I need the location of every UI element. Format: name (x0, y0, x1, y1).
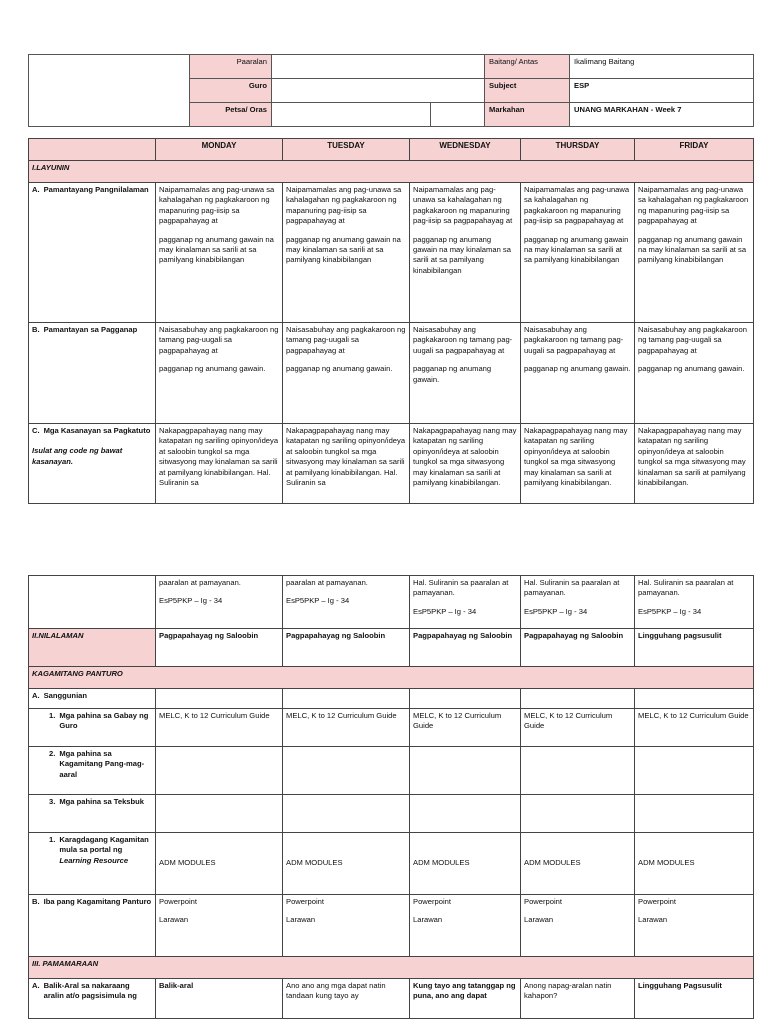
cell-text: Powerpoint (413, 897, 451, 906)
empty-cell (521, 795, 635, 833)
row-label-text: Sanggunian (43, 691, 88, 700)
cell-text: Naipamamalas ang pag-unawa sa kahalagahan ng pagkakaroon ng mapanuring pag-iisip sa pagpapahayag at (524, 185, 630, 226)
row-label-number: A. (32, 981, 40, 990)
cell-text: Hal. Suliranin sa paaralan at pamayanan. (413, 578, 509, 598)
row-label-text: Mga pahina sa Kagamitang Pang-mag-aaral (59, 749, 145, 779)
cell-text: EsP5PKP – Ig - 34 (286, 596, 350, 606)
section-kagamitang-panturo: KAGAMITANG PANTURO (29, 667, 754, 689)
cell-text: pagganap ng anumang gawain na may kinalaman sa sarili at sa pamilyang kinabibilangan (286, 234, 401, 265)
cell-kasanayan-wednesday: Nakapagpapahayag nang may katapatan ng sariling opinyon/ideya at saloobin tungkol sa mga sitwasyong may kinalaman sa sarili at pamilyang kinabibilangan. (410, 424, 521, 504)
cell-text: EsP5PKP – Ig - 34 (413, 606, 477, 616)
row-label-sanggunian (29, 689, 156, 709)
cell-pangnilalaman-tuesday (283, 183, 410, 323)
cell-kasanayan-monday: Nakapagpapahayag nang may katapatan ng sariling opinyon/ideya at saloobin tungkol sa mga sitwasyong may kinalaman sa sarili at pamilyang kinabibilangan. Hal. Suliranin sa (156, 424, 283, 504)
row-label-number: 2. (49, 749, 56, 758)
cell-text: Naipamamalas ang pag-unawa sa kahalagahan ng pagkakaroon ng mapanuring pag-iisip sa pagpapahayag at (159, 185, 275, 226)
cell-balik-thursday: Anong napag-aralan natin kahapon? (521, 979, 635, 1019)
cell-text: EsP5PKP – Ig - 34 (638, 606, 702, 616)
row-label-pamantayang-pangnilalaman (29, 183, 156, 323)
cell-text: Larawan (286, 915, 316, 925)
cell-iba-tuesday (283, 895, 410, 957)
row-label-number: B. (32, 897, 40, 906)
subject-label: Subject (485, 79, 570, 103)
corner-cell (29, 139, 156, 161)
empty-cell (410, 795, 521, 833)
empty-cell (156, 689, 283, 709)
empty-cell (156, 795, 283, 833)
quarter-value: UNANG MARKAHAN - Week 7 (570, 103, 754, 127)
cell-karagdagan-wednesday: ADM MODULES (410, 833, 521, 895)
cell-balik-friday: Lingguhang Pagsusulit (635, 979, 754, 1019)
cell-continued-thursday (521, 576, 635, 629)
empty-cell (283, 795, 410, 833)
cell-text: paaralan at pamayanan. (159, 578, 241, 587)
cell-pagganap-monday (156, 323, 283, 424)
row-label-karagdagang-kagamitan (29, 833, 156, 895)
row-label-text: Iba pang Kagamitang Panturo (43, 897, 152, 906)
cell-text: pagganap ng anumang gawain. (413, 364, 492, 384)
row-label-note: Isulat ang code ng bawat kasanayan. (32, 446, 123, 466)
row-label-number: A. (32, 691, 40, 700)
continued-label-cell (29, 576, 156, 629)
cell-iba-monday (156, 895, 283, 957)
teacher-value (272, 79, 485, 103)
cell-text: paaralan at pamayanan. (286, 578, 368, 587)
empty-cell (635, 747, 754, 795)
cell-text: Hal. Suliranin sa paaralan at pamayanan. (638, 578, 734, 598)
cell-text: Naisasabuhay ang pagkakaroon ng tamang pag-uugali sa pagpapahayag at (524, 325, 624, 355)
dll-table-page-1 (28, 138, 754, 504)
empty-cell (521, 747, 635, 795)
cell-text: Naisasabuhay ang pagkakaroon ng tamang pag-uugali sa pagpapahayag at (159, 325, 279, 355)
cell-nilalaman-tuesday: Pagpapahayag ng Saloobin (283, 629, 410, 667)
cell-karagdagan-friday: ADM MODULES (635, 833, 754, 895)
cell-continued-friday (635, 576, 754, 629)
empty-cell (156, 747, 283, 795)
cell-balik-tuesday: Ano ano ang mga dapat natin tandaan kung tayo ay (283, 979, 410, 1019)
cell-pagganap-wednesday (410, 323, 521, 424)
row-label-number: A. (32, 185, 40, 194)
row-label-number: 3. (49, 797, 56, 806)
cell-kasanayan-tuesday: Nakapagpapahayag nang may katapatan ng sariling opinyon/ideya at saloobin tungkol sa mga sitwasyong may kinalaman sa sarili at pamilyang kinabibilangan. Hal. Suliranin sa (283, 424, 410, 504)
cell-text: Naipamamalas ang pag-unawa sa kahalagahan ng pagkakaroon ng mapanuring pag-iisip sa pagpapahayag at (413, 185, 513, 226)
cell-nilalaman-friday: Lingguhang pagsusulit (635, 629, 754, 667)
cell-nilalaman-monday: Pagpapahayag ng Saloobin (156, 629, 283, 667)
cell-pagganap-thursday (521, 323, 635, 424)
empty-cell (410, 747, 521, 795)
row-label-text: Karagdagang Kagamitan mula sa portal ng (59, 835, 149, 855)
row-label-text: Mga pahina sa Gabay ng Guro (59, 711, 149, 731)
grade-label: Baitang/ Antas (485, 55, 570, 79)
date-value (272, 103, 431, 127)
subject-value: ESP (570, 79, 754, 103)
cell-pagganap-tuesday (283, 323, 410, 424)
cell-continued-wednesday (410, 576, 521, 629)
cell-text: pagganap ng anumang gawain. (524, 364, 631, 374)
empty-cell (283, 689, 410, 709)
cell-text: EsP5PKP – Ig - 34 (524, 606, 588, 616)
cell-gabay-friday: MELC, K to 12 Curriculum Guide (635, 709, 754, 747)
row-label-number: 1. (49, 835, 56, 844)
cell-text: Powerpoint (159, 897, 197, 906)
cell-gabay-thursday: MELC, K to 12 Curriculum Guide (521, 709, 635, 747)
cell-text: Larawan (638, 915, 668, 925)
logo-cell (29, 55, 190, 127)
row-label-pamantayan-sa-pagganap (29, 323, 156, 424)
cell-continued-tuesday (283, 576, 410, 629)
school-value (272, 55, 485, 79)
cell-text: pagganap ng anumang gawain. (159, 364, 266, 374)
cell-text: pagganap ng anumang gawain. (638, 364, 745, 374)
cell-balik-wednesday: Kung tayo ang tatanggap ng puna, ano ang dapat (410, 979, 521, 1019)
cell-text: Larawan (159, 915, 189, 925)
cell-text: Naisasabuhay ang pagkakaroon ng tamang pag-uugali sa pagpapahayag at (638, 325, 747, 355)
cell-balik-monday: Balik-aral (156, 979, 283, 1019)
cell-pangnilalaman-wednesday (410, 183, 521, 323)
cell-text: Naisasabuhay ang pagkakaroon ng tamang pag-uugali sa pagpapahayag at (286, 325, 406, 355)
cell-text: Naipamamalas ang pag-unawa sa kahalagahan ng pagkakaroon ng mapanuring pag-iisip sa pagpapahayag at (286, 185, 402, 226)
section-nilalaman: II.NILALAMAN (29, 629, 156, 667)
row-label-number: 1. (49, 711, 56, 720)
cell-pagganap-friday (635, 323, 754, 424)
cell-nilalaman-wednesday: Pagpapahayag ng Saloobin (410, 629, 521, 667)
cell-text: Powerpoint (286, 897, 324, 906)
cell-iba-friday (635, 895, 754, 957)
row-label-number: C. (32, 426, 40, 435)
cell-text: pagganap ng anumang gawain na may kinalaman sa sarili at sa pamilyang kinabibilangan (413, 234, 511, 275)
teacher-label: Guro (190, 79, 272, 103)
day-tuesday: TUESDAY (283, 139, 410, 161)
cell-karagdagan-tuesday: ADM MODULES (283, 833, 410, 895)
row-label-text: Mga pahina sa Teksbuk (59, 797, 145, 806)
cell-text: pagganap ng anumang gawain na may kinalaman sa sarili at sa pamilyang kinabibilangan (638, 234, 747, 265)
date-label: Petsa/ Oras (190, 103, 272, 127)
cell-kasanayan-friday: Nakapagpapahayag nang may katapatan ng sariling opinyon/ideya at saloobin tungkol sa mga sitwasyong may kinalaman sa sarili at pamilyang kinabibilangan. (635, 424, 754, 504)
row-label-iba-pang-kagamitan (29, 895, 156, 957)
cell-pangnilalaman-monday (156, 183, 283, 323)
cell-text: Larawan (413, 915, 443, 925)
cell-text: Hal. Suliranin sa paaralan at pamayanan. (524, 578, 620, 598)
row-label-text: Pamantayan sa Pagganap (43, 325, 138, 334)
cell-text: EsP5PKP – Ig - 34 (159, 596, 223, 606)
row-label-balik-aral (29, 979, 156, 1019)
empty-cell (521, 689, 635, 709)
row-label-gabay-ng-guro (29, 709, 156, 747)
section-pamamaraan: III. PAMAMARAAN (29, 957, 754, 979)
row-label-text: Balik-Aral sa nakaraang aralin at/o pagsisimula ng (43, 981, 137, 1001)
empty-cell (635, 795, 754, 833)
cell-iba-thursday (521, 895, 635, 957)
cell-nilalaman-thursday: Pagpapahayag ng Saloobin (521, 629, 635, 667)
row-label-kagamitang-pang-mag-aaral (29, 747, 156, 795)
empty-cell (283, 747, 410, 795)
cell-gabay-monday: MELC, K to 12 Curriculum Guide (156, 709, 283, 747)
row-label-mga-kasanayan (29, 424, 156, 504)
row-label-teksbuk (29, 795, 156, 833)
cell-text: pagganap ng anumang gawain. (286, 364, 393, 374)
cell-text: Naipamamalas ang pag-unawa sa kahalagahan ng pagkakaroon ng mapanuring pag-iisip sa pagpapahayag at (638, 185, 749, 226)
cell-text: Powerpoint (638, 897, 676, 906)
row-label-text: Mga Kasanayan sa Pagkatuto (43, 426, 151, 435)
row-label-italic-text: Learning Resource (59, 855, 129, 865)
day-thursday: THURSDAY (521, 139, 635, 161)
row-label-number: B. (32, 325, 40, 334)
row-label-text: Pamantayang Pangnilalaman (43, 185, 149, 194)
cell-text: Powerpoint (524, 897, 562, 906)
dll-table-page-2 (28, 575, 754, 1019)
grade-value: Ikalimang Baitang (570, 55, 754, 79)
cell-kasanayan-thursday: Nakapagpapahayag nang may katapatan ng sariling opinyon/ideya at saloobin tungkol sa mga sitwasyong may kinalaman sa sarili at pamilyang kinabibilangan. (521, 424, 635, 504)
cell-pangnilalaman-friday (635, 183, 754, 323)
section-layunin: I.LAYUNIN (29, 161, 754, 183)
day-monday: MONDAY (156, 139, 283, 161)
cell-karagdagan-monday: ADM MODULES (156, 833, 283, 895)
date-extra (431, 103, 485, 127)
cell-iba-wednesday (410, 895, 521, 957)
day-friday: FRIDAY (635, 139, 754, 161)
cell-karagdagan-thursday: ADM MODULES (521, 833, 635, 895)
empty-cell (635, 689, 754, 709)
cell-text: Naisasabuhay ang pagkakaroon ng tamang pag-uugali sa pagpapahayag at (413, 325, 513, 355)
quarter-label: Markahan (485, 103, 570, 127)
day-wednesday: WEDNESDAY (410, 139, 521, 161)
empty-cell (410, 689, 521, 709)
cell-pangnilalaman-thursday (521, 183, 635, 323)
cell-text: pagganap ng anumang gawain na may kinalaman sa sarili at sa pamilyang kinabibilangan (159, 234, 274, 265)
cell-gabay-tuesday: MELC, K to 12 Curriculum Guide (283, 709, 410, 747)
school-label: Paaralan (190, 55, 272, 79)
cell-text: pagganap ng anumang gawain na may kinalaman sa sarili at sa pamilyang kinabibilangan (524, 234, 629, 265)
cell-gabay-wednesday: MELC, K to 12 Curriculum Guide (410, 709, 521, 747)
cell-continued-monday (156, 576, 283, 629)
header-table (28, 54, 754, 127)
cell-text: Larawan (524, 915, 554, 925)
